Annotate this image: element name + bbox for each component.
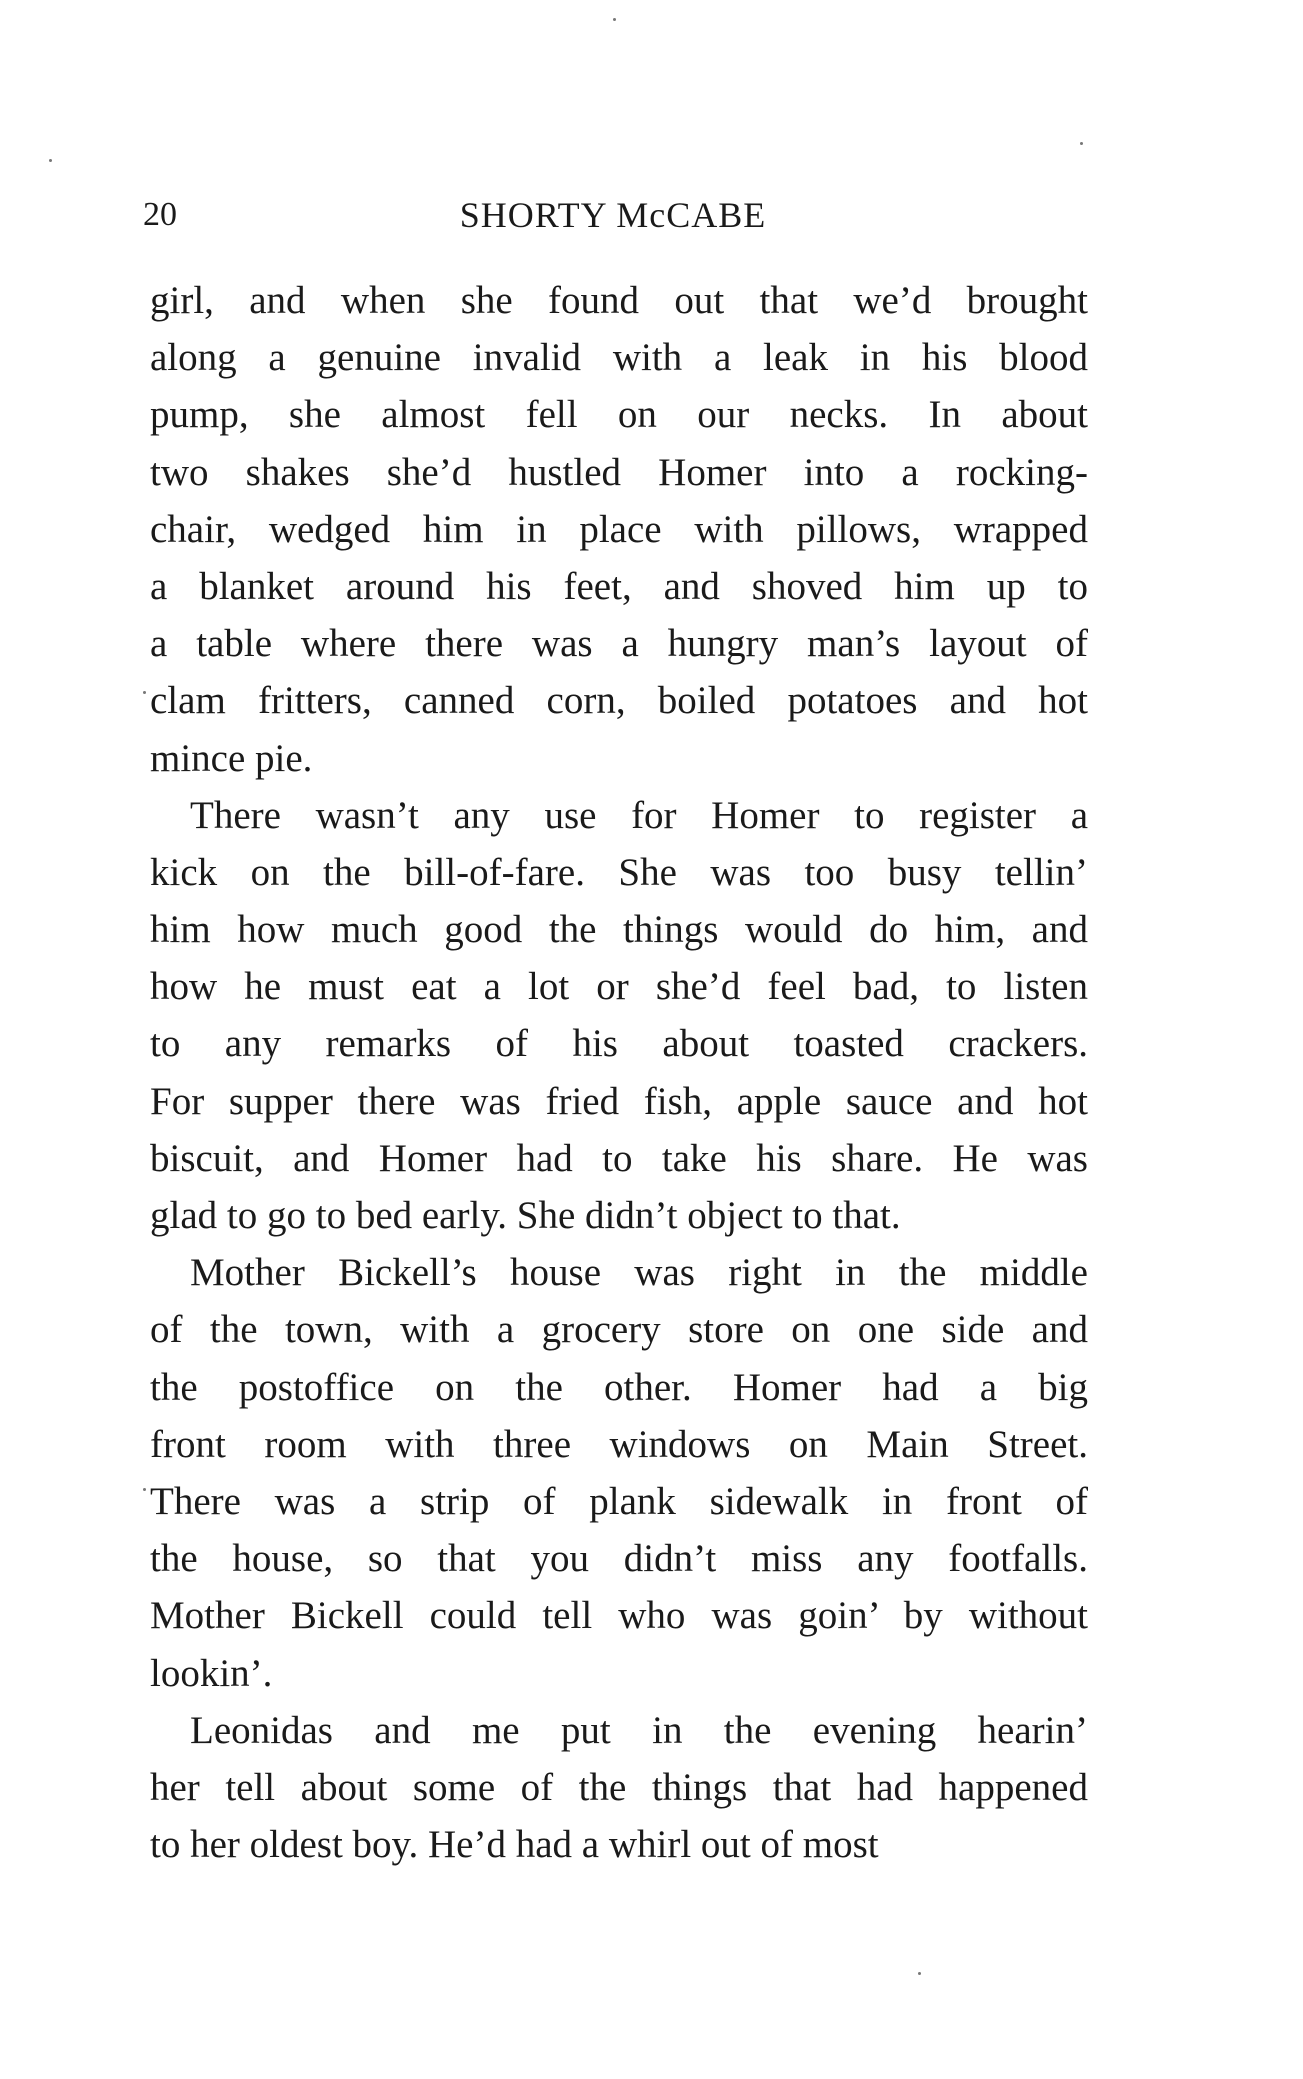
text-line: Mother Bickell could tell who was goin’ by without xyxy=(150,1594,1088,1638)
text-line: the house, so that you didn’t miss any footfalls. xyxy=(150,1537,1088,1581)
text-line: clam fritters, canned corn, boiled potatoes and hot xyxy=(150,679,1088,723)
text-line: a table where there was a hungry man’s layout of xyxy=(150,622,1088,666)
paragraph xyxy=(150,787,1088,1245)
text-line: Mother Bickell’s house was right in the middle xyxy=(190,1251,1088,1295)
text-line: lookin’. xyxy=(150,1651,273,1695)
text-line: two shakes she’d hustled Homer into a rocking- xyxy=(150,450,1088,494)
text-line: a blanket around his feet, and shoved him up to xyxy=(150,564,1088,608)
text-line: girl, and when she found out that we’d brought xyxy=(150,279,1088,322)
text-line: There was a strip of plank sidewalk in front of xyxy=(150,1479,1088,1523)
text-line: her tell about some of the things that had happened xyxy=(150,1765,1088,1809)
text-line: glad to go to bed early. She didn’t object to that. xyxy=(150,1194,901,1237)
text-line: him how much good the things would do him, and xyxy=(150,908,1088,952)
paragraph xyxy=(150,272,1088,787)
text-line: Leonidas and me put in the evening hearin’ xyxy=(190,1708,1088,1752)
text-line: kick on the bill-of-fare. She was too busy tellin’ xyxy=(150,850,1088,894)
running-title: SHORTY McCABE xyxy=(459,195,767,235)
paper-speck xyxy=(1080,142,1083,145)
text-line: of the town, with a grocery store on one side and xyxy=(150,1308,1088,1352)
paper-speck xyxy=(49,159,52,162)
page-header xyxy=(143,190,1083,240)
paper-speck xyxy=(143,691,146,694)
paper-speck xyxy=(918,1972,921,1975)
text-line: biscuit, and Homer had to take his share. He was xyxy=(150,1136,1088,1180)
text-line: mince pie. xyxy=(150,736,313,780)
text-line: chair, wedged him in place with pillows, wrapped xyxy=(150,507,1088,551)
paragraph xyxy=(150,1244,1088,1702)
paper-speck xyxy=(613,18,616,21)
text-line: For supper there was fried fish, apple sauce and hot xyxy=(150,1079,1088,1123)
text-line: front room with three windows on Main Street. xyxy=(150,1422,1088,1466)
body-text xyxy=(150,272,1088,1873)
text-line: to any remarks of his about toasted crackers. xyxy=(150,1022,1088,1066)
text-line: pump, she almost fell on our necks. In about xyxy=(150,393,1088,437)
text-line: to her oldest boy. He’d had a whirl out of most xyxy=(150,1823,879,1867)
paragraph xyxy=(150,1702,1088,1874)
text-line: There wasn’t any use for Homer to register a xyxy=(190,793,1088,837)
text-line: along a genuine invalid with a leak in his blood xyxy=(150,336,1088,380)
text-line: the postoffice on the other. Homer had a big xyxy=(150,1365,1088,1409)
paper-speck xyxy=(143,1488,146,1491)
page-number: 20 xyxy=(143,196,177,233)
text-line: how he must eat a lot or she’d feel bad, to listen xyxy=(150,965,1088,1009)
